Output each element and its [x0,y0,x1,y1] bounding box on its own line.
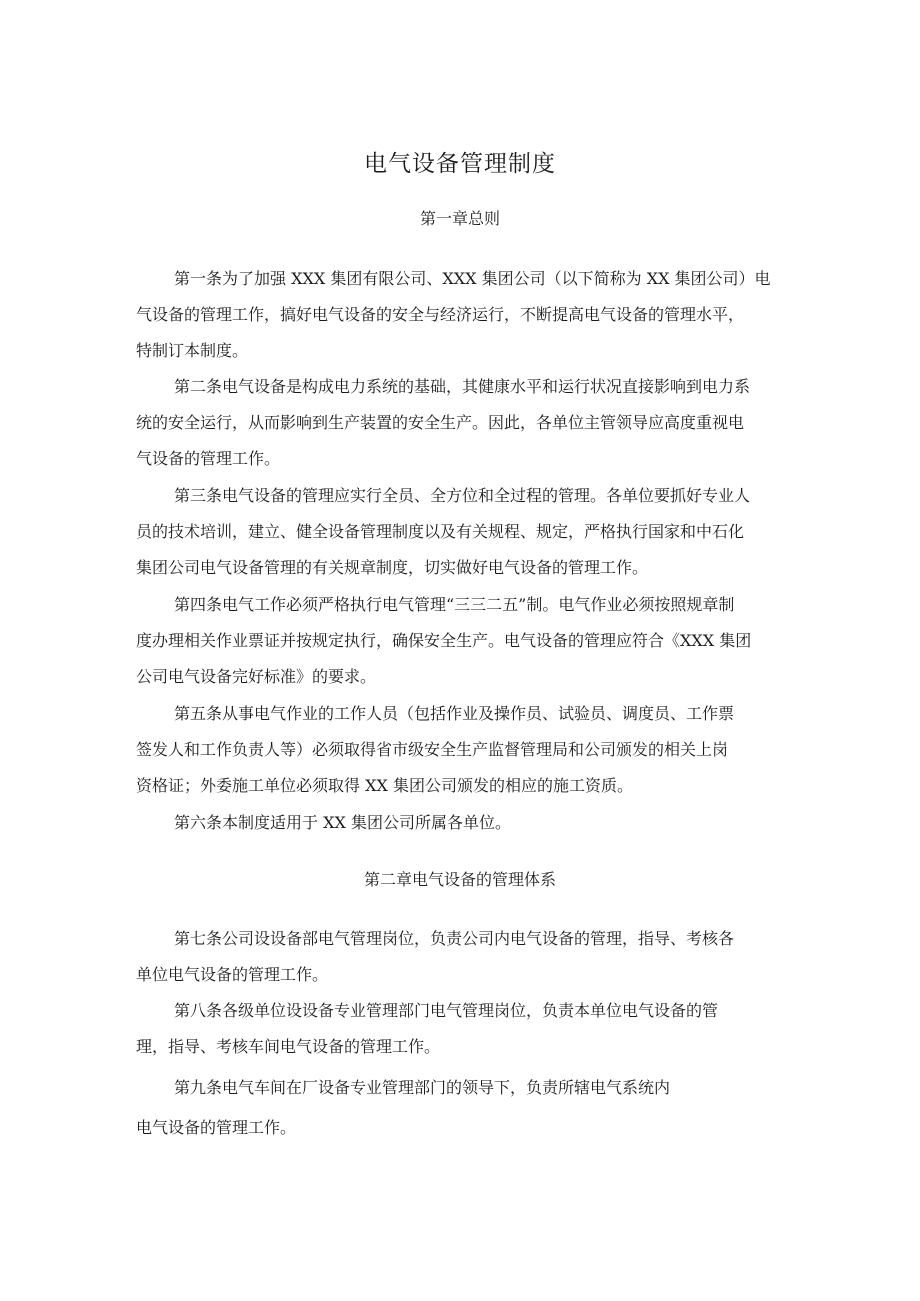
paragraph-line: 第一条为了加强 XXX 集团有限公司、XXX 集团公司（以下简称为 XX 集团公司）电 [174,269,771,288]
chapter-heading-1: 第一章总则 [419,209,500,228]
paragraph-line: 资格证；外委施工单位必须取得 XX 集团公司颁发的相应的施工资质。 [136,776,633,795]
paragraph-line: 公司电气设备完好标准》的要求。 [136,667,377,686]
paragraph-line: 第四条电气工作必须严格执行电气管理“三三二五”制。电气作业必须按照规章制 [174,595,735,614]
paragraph-line: 理，指导、考核车间电气设备的管理工作。 [136,1037,441,1056]
paragraph-line: 第六条本制度适用于 XX 集团公司所属各单位。 [174,813,511,832]
paragraph-line: 签发人和工作负责人等）必须取得省市级安全生产监督管理局和公司颁发的相关上岗 [136,740,729,759]
paragraph-line: 第七条公司设设备部电气管理岗位，负责公司内电气设备的管理，指导、考核各 [174,929,735,948]
paragraph-line: 第三条电气设备的管理应实行全员、全方位和全过程的管理。各单位要抓好专业人 [174,486,751,505]
paragraph-line: 气设备的管理工作。 [136,449,281,468]
paragraph-line: 员的技术培训，建立、健全设备管理制度以及有关规程、规定，严格执行国家和中石化 [136,522,745,541]
paragraph-line: 统的安全运行，从而影响到生产装置的安全生产。因此，各单位主管领导应高度重视电 [136,413,745,432]
paragraph-line: 第二条电气设备是构成电力系统的基础，其健康水平和运行状况直接影响到电力系 [174,377,751,396]
paragraph-line: 集团公司电气设备管理的有关规章制度，切实做好电气设备的管理工作。 [136,558,649,577]
chapter-heading-2: 第二章电气设备的管理体系 [363,870,556,889]
paragraph-line: 第九条电气车间在厂设备专业管理部门的领导下，负责所辖电气系统内 [174,1078,671,1097]
document-title: 电气设备管理制度 [364,151,556,177]
paragraph-line: 第五条从事电气作业的工作人员（包括作业及操作员、试验员、调度员、工作票 [174,704,735,723]
paragraph-line: 特制订本制度。 [136,341,249,360]
paragraph-line: 电气设备的管理工作。 [136,1118,297,1137]
paragraph-line: 单位电气设备的管理工作。 [136,965,329,984]
paragraph-line: 气设备的管理工作，搞好电气设备的安全与经济运行，不断提高电气设备的管理水平， [136,305,745,324]
paragraph-line: 度办理相关作业票证并按规定执行，确保安全生产。电气设备的管理应符合《XXX 集团 [136,631,752,650]
paragraph-line: 第八条各级单位设设备专业管理部门电气管理岗位，负责本单位电气设备的管 [174,1001,719,1020]
